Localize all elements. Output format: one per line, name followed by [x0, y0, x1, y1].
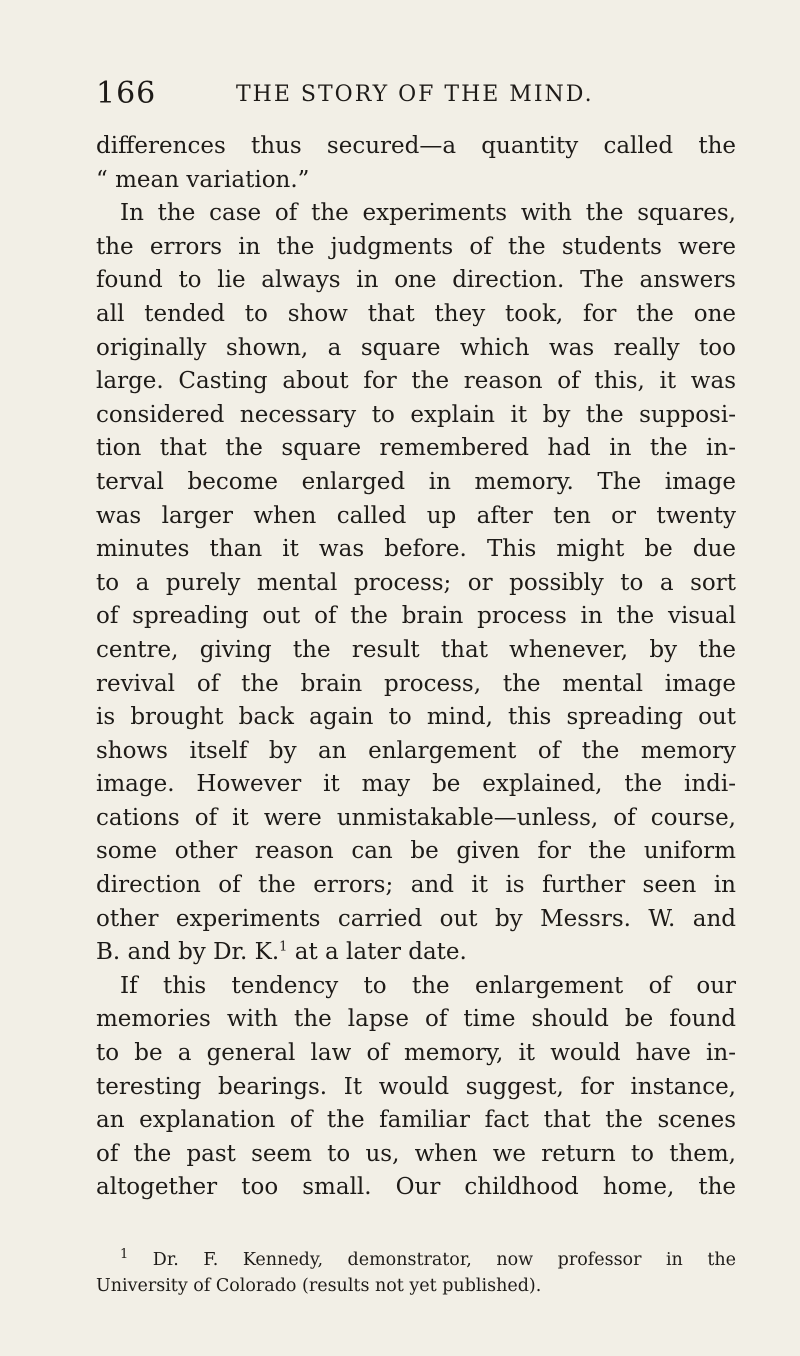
- text-line: differences thus secured—a quantity called the: [96, 133, 736, 159]
- text-line: revival of the brain process, the mental image: [96, 670, 736, 697]
- footnote-reference: 1: [279, 939, 288, 955]
- footnote-marker: 1: [120, 1247, 129, 1263]
- text-line: to a purely mental process; or possibly to a sort: [96, 569, 736, 596]
- text-line: is brought back again to mind, this spreading out: [96, 704, 736, 731]
- text-line: minutes than it was before. This might be due: [96, 536, 736, 563]
- text-line: cations of it were unmistakable—unless, of course,: [96, 804, 736, 831]
- paragraph-start-line: In the case of the experiments with the squares,: [120, 200, 736, 227]
- text-line: was larger when called up after ten or twenty: [96, 502, 736, 529]
- text-line: of spreading out of the brain process in the visual: [96, 603, 736, 630]
- text-line: shows itself by an enlargement of the memory: [96, 737, 736, 764]
- text-segment: at a later date.: [287, 939, 467, 966]
- text-line: memories with the lapse of time should be found: [96, 1006, 736, 1033]
- text-line: all tended to show that they took, for the one: [96, 300, 736, 327]
- body-text: [96, 130, 736, 1205]
- text-line: direction of the errors; and it is further seen in: [96, 872, 736, 899]
- footnote-text: Dr. F. Kennedy, demonstrator, now professor in the: [128, 1250, 736, 1270]
- text-line: found to lie always in one direction. The answers: [96, 267, 736, 294]
- footnote-line: [96, 1247, 736, 1273]
- text-line: altogether too small. Our childhood home, the: [96, 1174, 736, 1201]
- footnote-line: University of Colorado (results not yet published).: [96, 1276, 542, 1296]
- text-line: large. Casting about for the reason of this, it was: [96, 368, 736, 395]
- text-line: image. However it may be explained, the indi-: [96, 771, 736, 798]
- text-line: other experiments carried out by Messrs. W. and: [96, 905, 736, 932]
- text-line: centre, giving the result that whenever, by the: [96, 636, 736, 663]
- page-number: 166: [96, 76, 157, 111]
- paragraph-start-line: If this tendency to the enlargement of our: [120, 972, 736, 999]
- text-line: considered necessary to explain it by the supposi-: [96, 401, 736, 428]
- text-line: originally shown, a square which was really too: [96, 334, 736, 361]
- footnotes: [96, 1247, 736, 1299]
- text-line: the errors in the judgments of the students were: [96, 233, 736, 260]
- page-header: [96, 76, 736, 116]
- text-segment: B. and by Dr. K.: [96, 939, 280, 966]
- text-line: to be a general law of memory, it would have in-: [96, 1040, 736, 1067]
- text-line: “ mean variation.”: [96, 166, 310, 193]
- text-line-with-footnote: [96, 936, 736, 970]
- running-head: THE STORY OF THE MIND.: [236, 82, 594, 107]
- text-line: some other reason can be given for the uniform: [96, 838, 736, 865]
- text-line: teresting bearings. It would suggest, for instance,: [96, 1073, 736, 1100]
- text-line: terval become enlarged in memory. The image: [96, 468, 736, 495]
- text-line: tion that the square remembered had in the in-: [96, 435, 736, 462]
- text-line: of the past seem to us, when we return to them,: [96, 1140, 736, 1167]
- text-line: an explanation of the familiar fact that the scenes: [96, 1107, 736, 1134]
